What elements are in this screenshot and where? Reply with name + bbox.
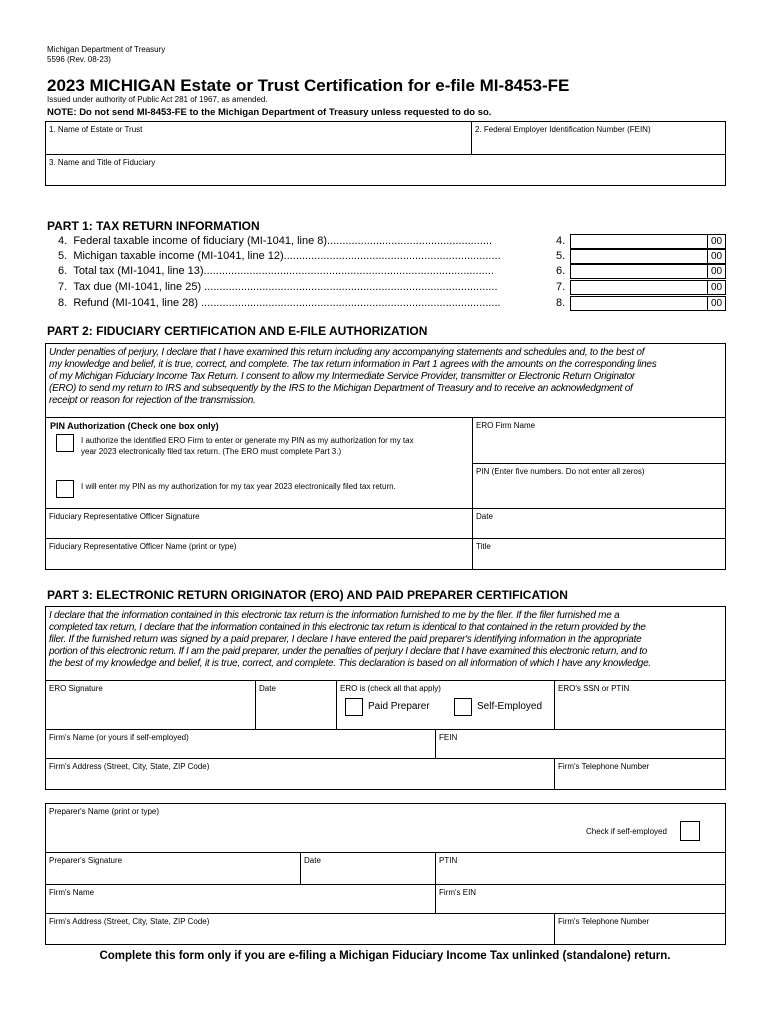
preparer-firm-name-field[interactable]	[45, 884, 436, 914]
preparer-signature-field[interactable]	[45, 852, 301, 885]
form-title: 2023 MICHIGAN Estate or Trust Certification for e-file MI-8453-FE	[47, 76, 570, 95]
cents: 00	[707, 296, 725, 311]
ero-signature-label: ERO Signature	[49, 684, 103, 693]
line-text: 8. Refund (MI-1041, line 28) ..................................................................................................	[58, 297, 501, 309]
declaration-line: completed tax return, I declare that the information contained in this electronic tax return is identical to that contained in the return provided by the	[49, 622, 646, 633]
declaration-line: (ERO) to send my return to IRS and subsequently by the IRS to the Michigan Department of Treasury and to receive an acknowledgment of	[49, 383, 633, 394]
line-text: 6. Total tax (MI-1041, line 13)...............................................................................................	[58, 265, 494, 277]
ero-type-box	[336, 680, 555, 730]
line-ref: 4.	[556, 235, 566, 247]
preparer-date-field[interactable]	[300, 852, 436, 885]
ero-firm-address-label: Firm's Address (Street, City, State, ZIP Code)	[49, 762, 210, 771]
line-6-amount[interactable]	[570, 264, 726, 279]
officer-name-field[interactable]	[45, 538, 473, 570]
preparer-firm-name-label: Firm's Name	[49, 888, 95, 897]
paid-preparer-checkbox[interactable]	[345, 698, 363, 716]
cents: 00	[707, 249, 725, 264]
declaration-line: of my Michigan Fiduciary Income Tax Return. I consent to allow my Intermediate Service Provider, transmitter or Electronic Return Originator	[49, 371, 635, 382]
paid-preparer-label: Paid Preparer	[368, 701, 430, 712]
ero-firm-name-label-p3: Firm's Name (or yours if self-employed)	[49, 733, 189, 742]
line-ref: 7.	[556, 281, 566, 293]
ero-ssn-ptin-label: ERO's SSN or PTIN	[558, 684, 630, 693]
pin-option2-text: I will enter my PIN as my authorization for my tax year 2023 electronically filed tax return.	[81, 482, 396, 491]
preparer-name-label: Preparer's Name (print or type)	[49, 807, 160, 816]
ero-firm-name-label: ERO Firm Name	[476, 421, 536, 430]
footer-note: Complete this form only if you are e-filing a Michigan Fiduciary Income Tax unlinked (standalone) return.	[99, 950, 671, 962]
preparer-firm-phone-label: Firm's Telephone Number	[558, 917, 650, 926]
pin-field[interactable]	[472, 463, 726, 509]
cents: 00	[707, 280, 725, 295]
fein-field[interactable]	[471, 121, 726, 155]
self-employed-checkbox[interactable]	[454, 698, 472, 716]
part1-title: PART 1: TAX RETURN INFORMATION	[47, 219, 260, 233]
ero-fein-label: FEIN	[439, 733, 458, 742]
form-number: 5596 (Rev. 08-23)	[47, 55, 111, 64]
part3-declaration	[45, 606, 726, 681]
preparer-firm-address-field[interactable]	[45, 913, 555, 945]
preparer-firm-ein-field[interactable]	[435, 884, 726, 914]
preparer-date-label: Date	[304, 856, 321, 865]
officer-signature-field[interactable]	[45, 508, 473, 539]
line-text: 4. Federal taxable income of fiduciary (MI-1041, line 8)......................................................	[58, 235, 493, 247]
officer-title-field[interactable]	[472, 538, 726, 570]
ero-firm-phone-field[interactable]	[554, 758, 726, 790]
cents: 00	[707, 234, 725, 249]
preparer-ptin-label: PTIN	[439, 856, 458, 865]
authority-text: Issued under authority of Public Act 281 of 1967, as amended.	[47, 95, 268, 104]
fein-label: 2. Federal Employer Identification Number (FEIN)	[475, 125, 651, 134]
ero-date-label: Date	[259, 684, 276, 693]
estate-name-field[interactable]	[45, 121, 472, 155]
preparer-signature-label: Preparer's Signature	[49, 856, 123, 865]
line-ref: 8.	[556, 297, 566, 309]
line-5-amount[interactable]	[570, 249, 726, 264]
ero-signature-field[interactable]	[45, 680, 256, 730]
preparer-firm-phone-field[interactable]	[554, 913, 726, 945]
part2-title: PART 2: FIDUCIARY CERTIFICATION AND E-FILE AUTHORIZATION	[47, 324, 428, 338]
pin-option1-text: I authorize the identified ERO Firm to enter or generate my PIN as my authorization for my tax	[81, 436, 414, 445]
ero-fein-field[interactable]	[435, 729, 726, 759]
line-8-amount[interactable]	[570, 296, 726, 311]
declaration-line: I declare that the information contained in this electronic tax return is the information furnished to me by the filer. If the filer furnished me a	[49, 610, 620, 621]
pin-field-label: PIN (Enter five numbers. Do not enter all zeros)	[476, 467, 645, 476]
part3-title: PART 3: ELECTRONIC RETURN ORIGINATOR (ERO) AND PAID PREPARER CERTIFICATION	[47, 588, 568, 602]
pin-heading: PIN Authorization (Check one box only)	[50, 421, 219, 431]
officer-name-label: Fiduciary Representative Officer Name (print or type)	[49, 542, 237, 551]
ero-firm-address-field[interactable]	[45, 758, 555, 790]
preparer-ptin-field[interactable]	[435, 852, 726, 885]
pin-authorization-box	[45, 417, 473, 509]
declaration-line: portion of this electronic return. If I am the paid preparer, under the penalties of perjury I declare that I have examined this electronic return, and to	[49, 646, 648, 657]
check-self-employed-label: Check if self-employed	[586, 827, 667, 836]
pin-option2-checkbox[interactable]	[56, 480, 74, 498]
declaration-line: filer. If the furnished return was signed by a paid preparer, I declare I have entered the paid preparer's identifying information in the appropriate	[49, 634, 642, 645]
self-employed-label: Self-Employed	[477, 701, 543, 712]
ero-firm-name-field-p3[interactable]	[45, 729, 436, 759]
line-ref: 5.	[556, 250, 566, 262]
officer-date-label: Date	[476, 512, 493, 521]
preparer-firm-ein-label: Firm's EIN	[439, 888, 477, 897]
cents: 00	[707, 264, 725, 279]
line-4-amount[interactable]	[570, 234, 726, 249]
ero-is-label: ERO is (check all that apply)	[340, 684, 441, 693]
ero-firm-phone-label: Firm's Telephone Number	[558, 762, 650, 771]
preparer-firm-address-label: Firm's Address (Street, City, State, ZIP Code)	[49, 917, 210, 926]
declaration-line: Under penalties of perjury, I declare that I have examined this return including any accompanying statements and schedules and, to the best of	[49, 347, 645, 358]
line-text: 7. Tax due (MI-1041, line 25) ................................................................................................	[58, 281, 498, 293]
agency-name: Michigan Department of Treasury	[47, 45, 166, 54]
part2-declaration	[45, 343, 726, 418]
officer-signature-label: Fiduciary Representative Officer Signature	[49, 512, 200, 521]
ero-ssn-ptin-field[interactable]	[554, 680, 726, 730]
declaration-line: the best of my knowledge and belief, it is true, correct, and complete. This declaration is based on all information of which I have any knowledge.	[49, 658, 651, 669]
note-text: NOTE: Do not send MI-8453-FE to the Michigan Department of Treasury unless requested to do so.	[47, 107, 492, 118]
pin-option1-text2: year 2023 electronically filed tax return. (The ERO must complete Part 3.)	[81, 447, 342, 456]
line-text: 5. Michigan taxable income (MI-1041, line 12).......................................................................	[58, 250, 501, 262]
officer-title-label: Title	[476, 542, 491, 551]
officer-date-field[interactable]	[472, 508, 726, 539]
pin-option1-checkbox[interactable]	[56, 434, 74, 452]
ero-firm-name-field[interactable]	[472, 417, 726, 464]
preparer-name-field[interactable]	[45, 803, 726, 853]
preparer-self-employed-checkbox[interactable]	[680, 821, 700, 841]
fiduciary-name-field[interactable]	[45, 154, 726, 186]
ero-date-field[interactable]	[255, 680, 337, 730]
declaration-line: my knowledge and belief, it is true, correct, and complete. The tax return information in Part 1 agrees with the amounts on the corresponding lines	[49, 359, 657, 370]
estate-name-label: 1. Name of Estate or Trust	[49, 125, 143, 134]
declaration-line: receipt or reason for rejection of the transmission.	[49, 395, 256, 406]
line-ref: 6.	[556, 265, 566, 277]
line-7-amount[interactable]	[570, 280, 726, 295]
fiduciary-name-label: 3. Name and Title of Fiduciary	[49, 158, 156, 167]
